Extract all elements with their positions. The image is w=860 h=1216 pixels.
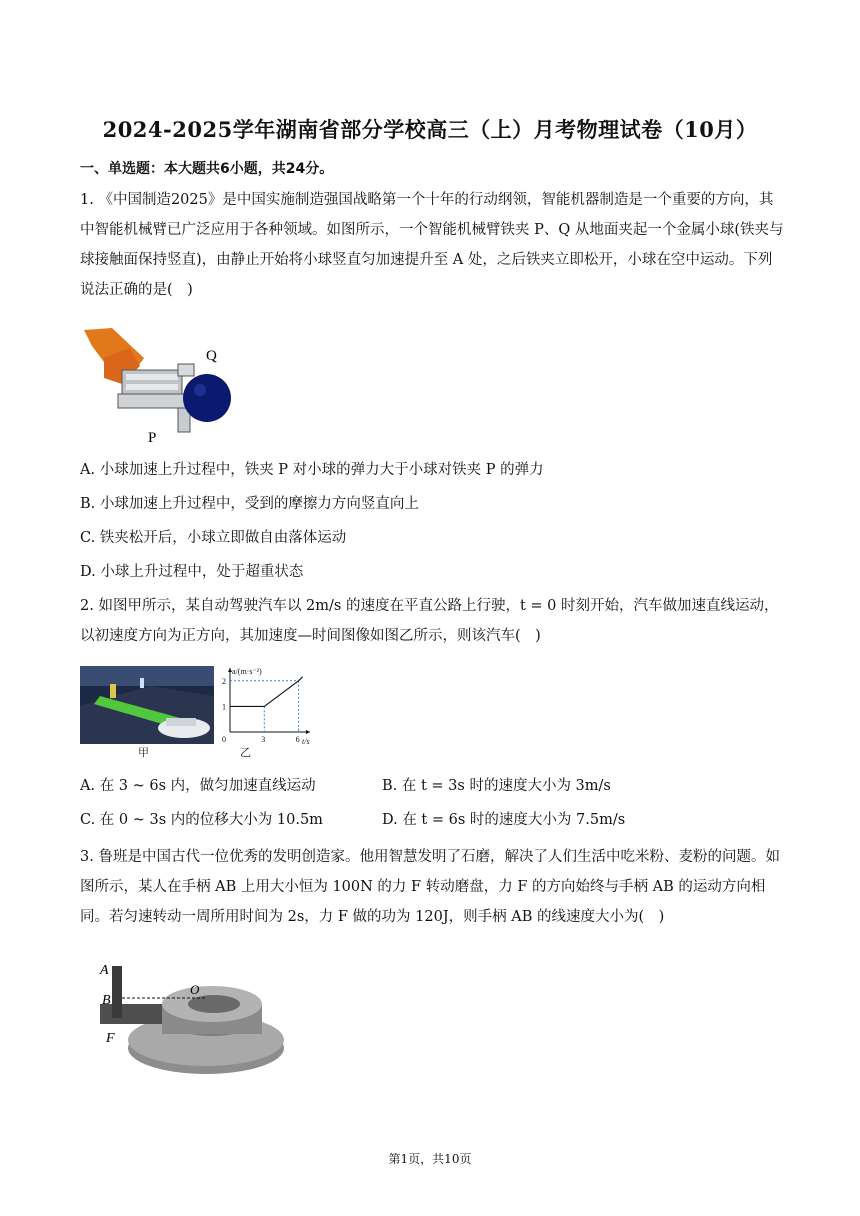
question-3-stem: 3. 鲁班是中国古代一位优秀的发明创造家。他用智慧发明了石磨，解决了人们生活中吃米粉、麦粉的问题。如图所示，某人在手柄 AB 上用大小恒为 100N 的力 F 转动磨盘，力 F 的方向始终与手柄 AB 的运动方向相同。若匀速转动一周所用时间为 2s，力 F 做的功为 120J，则手柄 AB 的线速度大小为( ) (80, 849, 780, 925)
car-photo-figure (80, 666, 214, 758)
x-tick-label: 0 (222, 735, 226, 744)
q2-option-d[interactable]: D. 在 t = 6s 时的速度大小为 7.5m/s (382, 812, 626, 828)
page-title: 2024-2025学年湖南省部分学校高三（上）月考物理试卷（10月） (102, 117, 758, 142)
label-o: O (190, 982, 200, 997)
label-f: F (106, 1031, 115, 1046)
q1-option-c[interactable]: C. 铁夹松开后，小球立即做自由落体运动 (80, 530, 347, 546)
q2-option-b[interactable]: B. 在 t = 3s 时的速度大小为 3m/s (382, 778, 611, 794)
series-line-extension (299, 677, 303, 681)
millstone-figure (96, 962, 286, 1084)
label-a: A (100, 963, 109, 978)
q1-option-d[interactable]: D. 小球上升过程中，处于超重状态 (80, 564, 304, 580)
acceleration-time-chart (214, 662, 316, 758)
label-p: P (148, 430, 157, 446)
q2-option-a[interactable]: A. 在 3 ~ 6s 内，做匀加速直线运动 (80, 778, 316, 794)
label-yi: 乙 (240, 746, 251, 758)
question-2-stem: 2. 如图甲所示，某自动驾驶汽车以 2m/s 的速度在平直公路上行驶，t = 0 时刻开始，汽车做加速直线运动，以初速度方向为正方向，其加速度—时间图像如图乙所示，则该汽车( ) (80, 598, 779, 644)
page-footer: 第1页，共10页 (388, 1152, 472, 1166)
section-heading: 一、单选题：本大题共6小题，共24分。 (80, 161, 334, 177)
label-q: Q (206, 348, 217, 364)
y-tick-label: 1 (222, 702, 226, 712)
x-tick-label: 3 (261, 735, 266, 744)
q1-option-b[interactable]: B. 小球加速上升过程中，受到的摩擦力方向竖直向上 (80, 496, 419, 512)
q1-option-a[interactable]: A. 小球加速上升过程中，铁夹 P 对小球的弹力大于小球对铁夹 P 的弹力 (80, 462, 544, 478)
x-axis-arrow (306, 730, 310, 734)
y-axis-label: a/(m·s⁻²) (232, 667, 262, 676)
y-tick-label: 2 (222, 676, 226, 686)
x-axis-label: t/s (302, 737, 310, 746)
q2-option-c[interactable]: C. 在 0 ~ 3s 内的位移大小为 10.5m (80, 812, 323, 828)
x-tick-label: 6 (295, 735, 300, 744)
question-1-stem: 1. 《中国制造2025》是中国实施制造强国战略第一个十年的行动纲领，智能机器制造是一个重要的方向，其中智能机械臂已广泛应用于各种领域。如图所示，一个智能机械臂铁夹 P、Q 从地面夹起一个金属小球(铁夹与球接触面保持竖直)，由静止开始将小球竖直匀加速提升至 A 处，之后铁夹立即松开，小球在空中运动。下列说法正确的是( ) (80, 192, 784, 298)
robot-arm-figure (82, 326, 242, 446)
series-line (230, 681, 299, 707)
label-b: B (102, 993, 111, 1008)
label-jia: 甲 (138, 746, 149, 758)
